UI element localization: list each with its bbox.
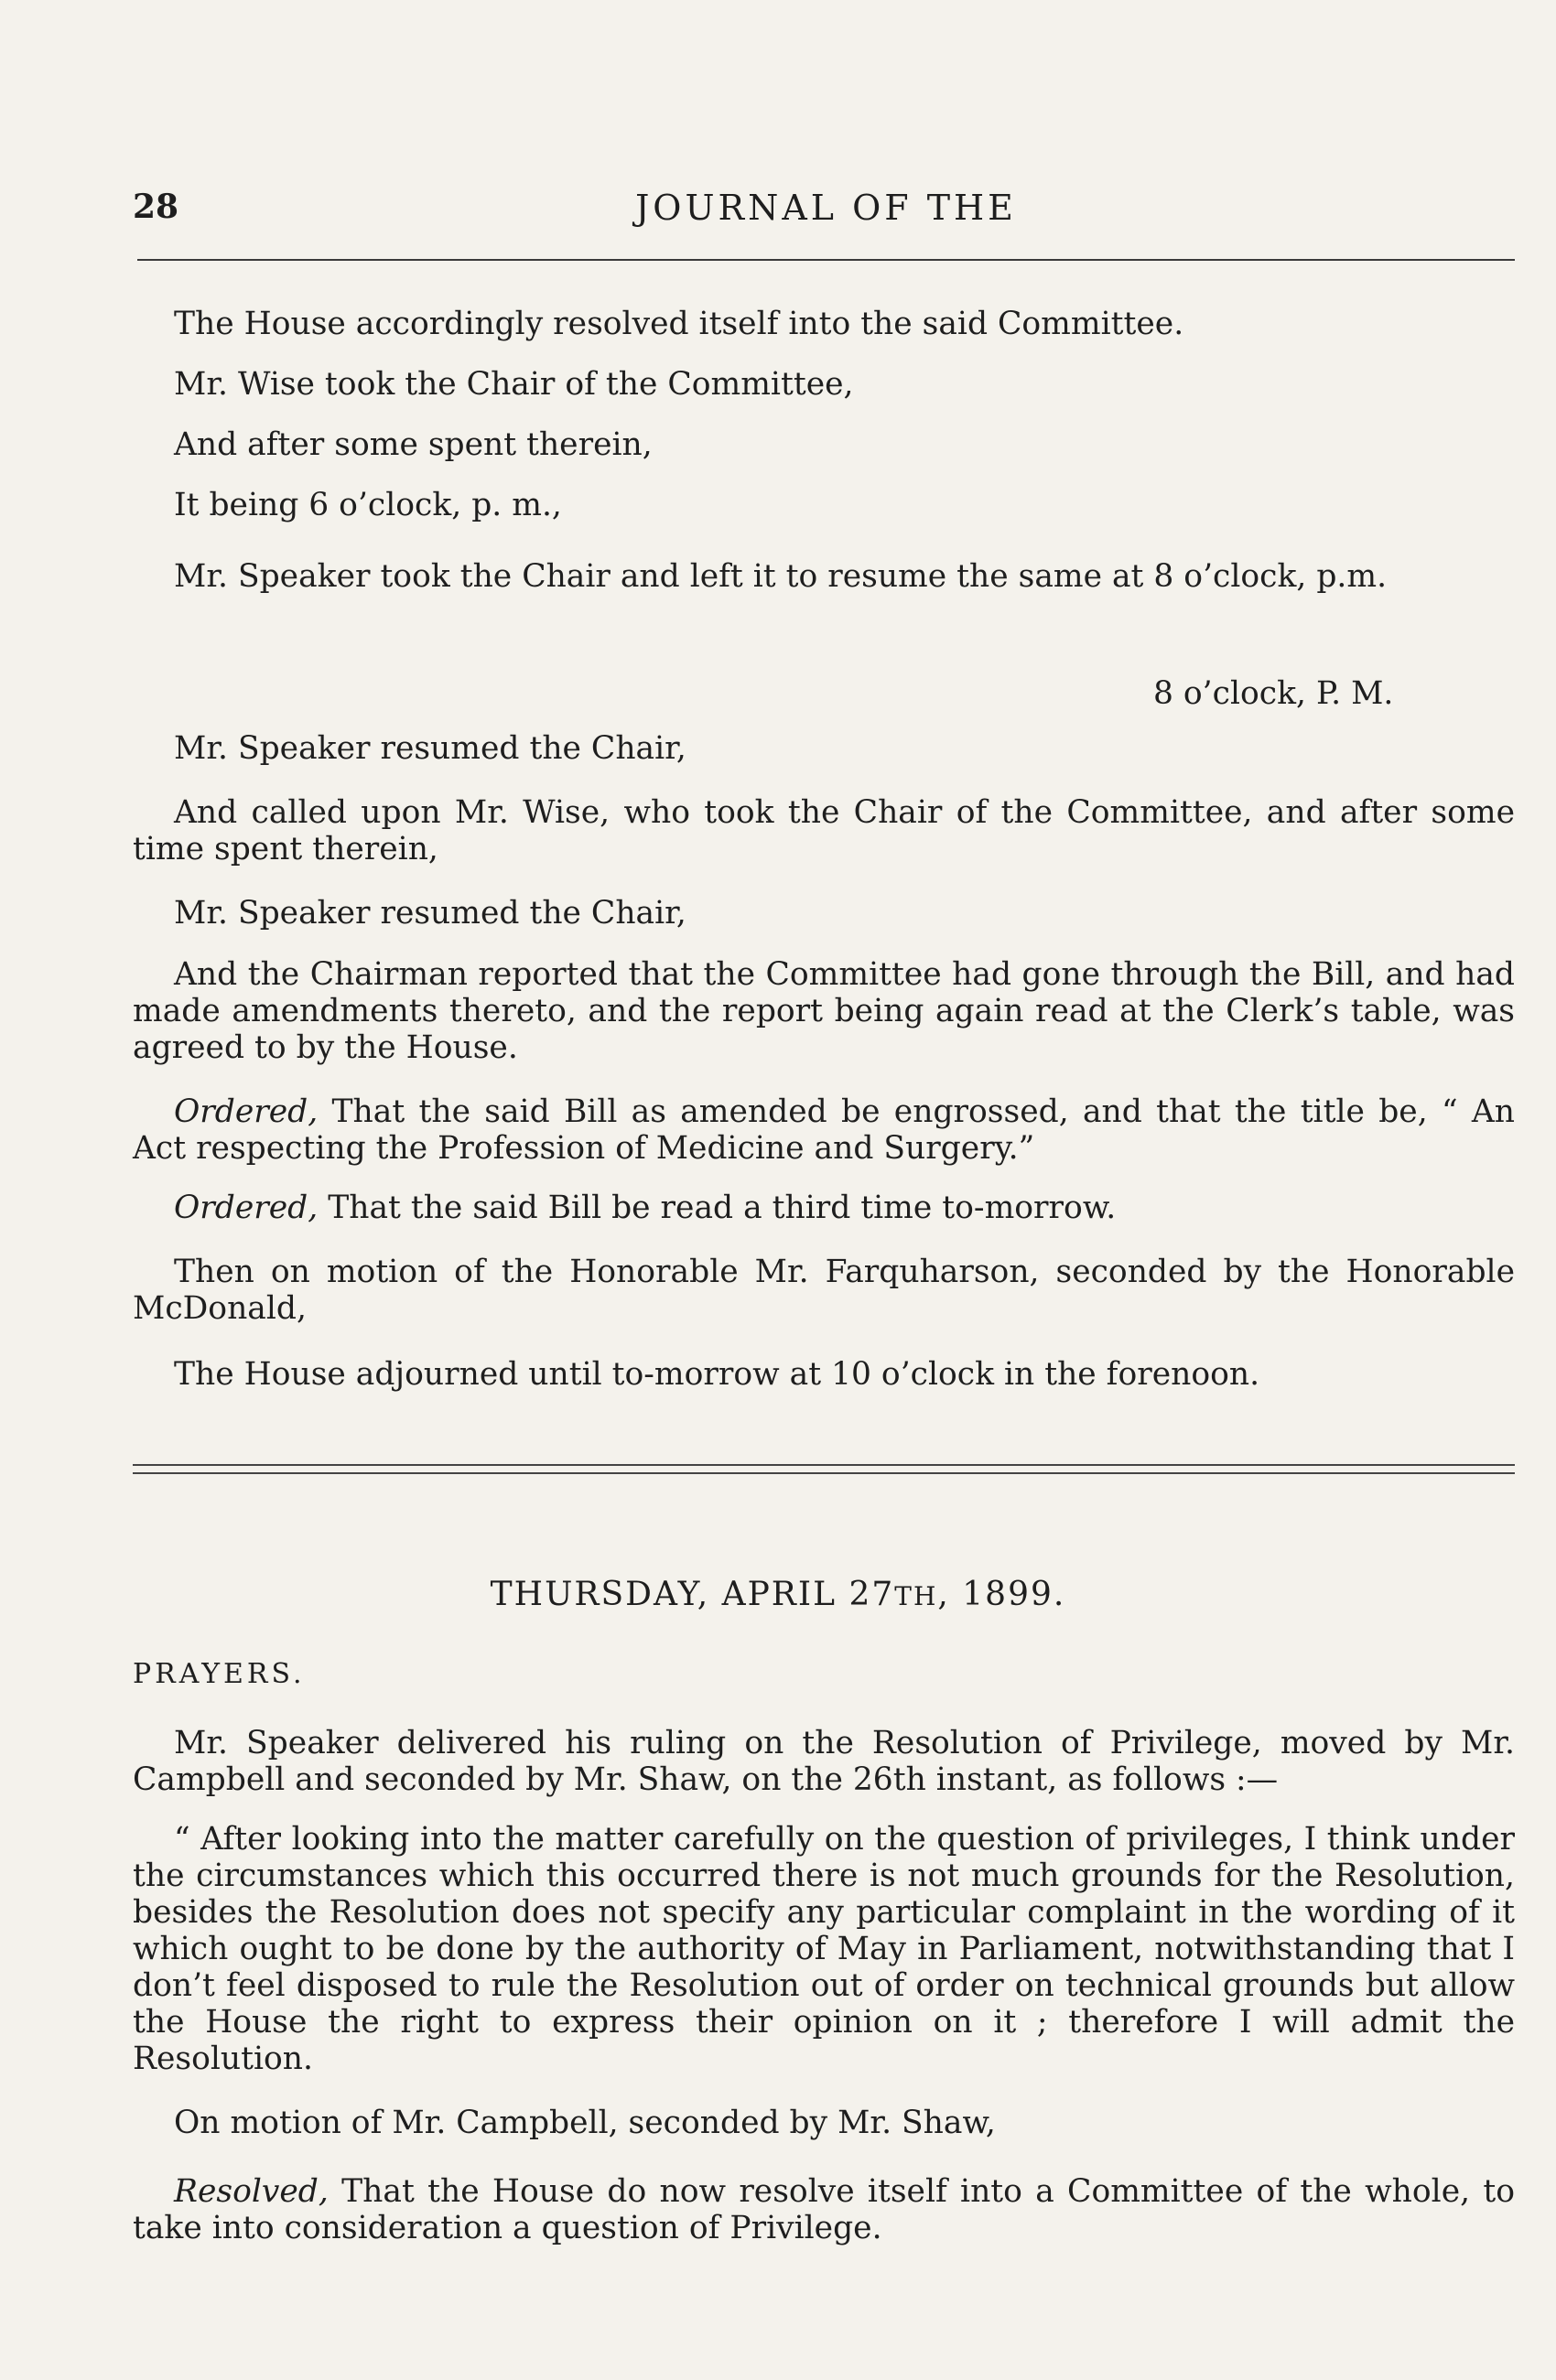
paragraph: Mr. Speaker resumed the Chair,	[174, 895, 686, 932]
paragraph: And the Chairman reported that the Committee had gone through the Bill, and had made amendments thereto, and the report being again read at the Clerk’s table, was agreed to by the House.	[133, 956, 1515, 1066]
paragraph: Mr. Wise took the Chair of the Committee,	[174, 366, 854, 403]
ordered-lead: Ordered,	[174, 1190, 319, 1226]
resolved-text: That the House do now resolve itself into a Committee of the whole, to take into consideration a question of Privilege.	[133, 2173, 1515, 2246]
paragraph: Then on motion of the Honorable Mr. Farquharson, seconded by the Honorable McDonald,	[133, 1254, 1515, 1327]
resolution-paragraph	[133, 2173, 1515, 2246]
order-engrossed-paragraph	[133, 1093, 1515, 1167]
paragraph: Mr. Speaker took the Chair and left it to resume the same at 8 o’clock, p.m.	[174, 558, 1388, 595]
paragraph: And after some spent therein,	[174, 426, 653, 463]
running-head	[133, 188, 1519, 233]
order-third-reading-paragraph	[133, 1190, 1515, 1226]
paragraph: The House accordingly resolved itself into the said Committee.	[174, 306, 1184, 342]
prayers-label: PRAYERS.	[133, 1658, 306, 1690]
evening-sitting-time: 8 o’clock, P. M.	[1153, 675, 1394, 712]
ordered-text: That the said Bill as amended be engrossed, and that the title be, “ An Act respecting the Profession of Medicine and Surgery.”	[133, 1093, 1515, 1167]
paragraph: On motion of Mr. Campbell, seconded by Mr. Shaw,	[174, 2105, 996, 2141]
speaker-ruling-quote: “ After looking into the matter carefully on the question of privileges, I think under the circumstances which this occurred there is not much grounds for the Resolution, besides the Resolution does not specify any particular complaint in the wording of it which ought to be done by the authority of May in Parliament, notwithstanding that I don’t feel disposed to rule the Resolution out of order on technical grounds but allow the House the right to express their opinion on it ; therefore I will admit the Resolution.	[133, 1821, 1515, 2077]
page-number: 28	[133, 188, 179, 226]
paragraph: Mr. Speaker resumed the Chair,	[174, 730, 686, 767]
date-ordinal-suffix: TH	[894, 1581, 938, 1611]
adjournment-paragraph: The House adjourned until to-morrow at 10 o’clock in the forenoon.	[174, 1356, 1260, 1393]
resolved-lead: Resolved,	[174, 2173, 329, 2210]
ordered-lead: Ordered,	[174, 1093, 319, 1130]
paragraph: And called upon Mr. Wise, who took the Chair of the Committee, and after some time spent therein,	[133, 794, 1515, 867]
paragraph: It being 6 o’clock, p. m.,	[174, 487, 562, 523]
section-divider	[133, 1464, 1515, 1477]
header-rule	[137, 259, 1515, 261]
sitting-date-heading: THURSDAY, APRIL 27TH, 1899.	[490, 1576, 1066, 1613]
paragraph: Mr. Speaker delivered his ruling on the Resolution of Privilege, moved by Mr. Campbell and seconded by Mr. Shaw, on the 26th instant, as follows :—	[133, 1725, 1515, 1798]
ordered-text: That the said Bill be read a third time to-morrow.	[318, 1190, 1117, 1226]
journal-title: JOURNAL OF THE	[635, 188, 1017, 228]
